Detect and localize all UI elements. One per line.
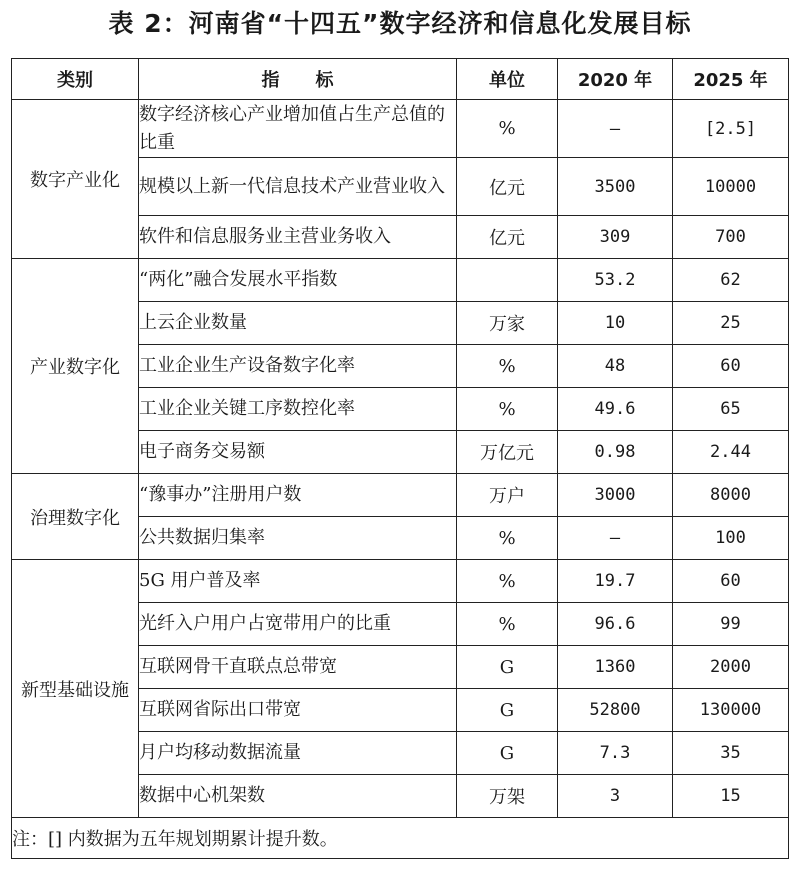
indicator-cell: “两化”融合发展水平指数 <box>139 259 457 302</box>
unit-cell: % <box>457 100 558 158</box>
value-2025-cell: 25 <box>673 302 789 345</box>
unit-cell: G <box>457 732 558 775</box>
indicator-cell: 数字经济核心产业增加值占生产总值的比重 <box>139 100 457 158</box>
indicator-cell: 工业企业生产设备数字化率 <box>139 345 457 388</box>
unit-cell: 万架 <box>457 775 558 818</box>
header-category: 类别 <box>12 59 139 100</box>
unit-cell: % <box>457 345 558 388</box>
value-2020-cell: 3000 <box>558 474 673 517</box>
header-2025: 2025 年 <box>673 59 789 100</box>
header-row <box>12 59 789 100</box>
unit-cell: 亿元 <box>457 216 558 259</box>
table-note: 注：[] 内数据为五年规划期累计提升数。 <box>12 818 789 859</box>
category-cell: 新型基础设施 <box>12 560 139 818</box>
value-2025-cell: 65 <box>673 388 789 431</box>
category-cell: 治理数字化 <box>12 474 139 560</box>
table-row <box>12 259 789 302</box>
value-2025-cell: 15 <box>673 775 789 818</box>
value-2020-cell: 1360 <box>558 646 673 689</box>
value-2020-cell: 49.6 <box>558 388 673 431</box>
indicator-cell: 光纤入户用户占宽带用户的比重 <box>139 603 457 646</box>
indicator-cell: “豫事办”注册用户数 <box>139 474 457 517</box>
indicator-cell: 数据中心机架数 <box>139 775 457 818</box>
unit-cell: G <box>457 646 558 689</box>
indicator-cell: 互联网骨干直联点总带宽 <box>139 646 457 689</box>
unit-cell: % <box>457 388 558 431</box>
value-2025-cell: 60 <box>673 560 789 603</box>
unit-cell: G <box>457 689 558 732</box>
unit-cell: 亿元 <box>457 158 558 216</box>
value-2020-cell: 48 <box>558 345 673 388</box>
value-2025-cell: 700 <box>673 216 789 259</box>
value-2020-cell: — <box>558 517 673 560</box>
value-2025-cell: 10000 <box>673 158 789 216</box>
value-2020-cell: 96.6 <box>558 603 673 646</box>
header-indicator: 指 标 <box>139 59 457 100</box>
indicator-cell: 5G 用户普及率 <box>139 560 457 603</box>
value-2025-cell: 35 <box>673 732 789 775</box>
goals-table <box>11 58 789 859</box>
value-2020-cell: 3500 <box>558 158 673 216</box>
indicator-cell: 月户均移动数据流量 <box>139 732 457 775</box>
value-2025-cell: 100 <box>673 517 789 560</box>
unit-cell: 万亿元 <box>457 431 558 474</box>
indicator-cell: 软件和信息服务业主营业务收入 <box>139 216 457 259</box>
value-2025-cell: 130000 <box>673 689 789 732</box>
category-cell: 数字产业化 <box>12 100 139 259</box>
unit-cell: 万家 <box>457 302 558 345</box>
value-2025-cell: 62 <box>673 259 789 302</box>
table-row <box>12 100 789 158</box>
value-2020-cell: 52800 <box>558 689 673 732</box>
value-2020-cell: 0.98 <box>558 431 673 474</box>
value-2020-cell: 309 <box>558 216 673 259</box>
value-2020-cell: — <box>558 100 673 158</box>
value-2025-cell: 8000 <box>673 474 789 517</box>
value-2020-cell: 3 <box>558 775 673 818</box>
unit-cell: % <box>457 603 558 646</box>
value-2025-cell: 2000 <box>673 646 789 689</box>
unit-cell: % <box>457 517 558 560</box>
indicator-cell: 互联网省际出口带宽 <box>139 689 457 732</box>
category-cell: 产业数字化 <box>12 259 139 474</box>
table-row <box>12 474 789 517</box>
indicator-cell: 电子商务交易额 <box>139 431 457 474</box>
value-2025-cell: 2.44 <box>673 431 789 474</box>
indicator-cell: 工业企业关键工序数控化率 <box>139 388 457 431</box>
value-2020-cell: 53.2 <box>558 259 673 302</box>
value-2020-cell: 19.7 <box>558 560 673 603</box>
note-row <box>12 818 789 859</box>
table-row <box>12 560 789 603</box>
indicator-cell: 上云企业数量 <box>139 302 457 345</box>
value-2020-cell: 7.3 <box>558 732 673 775</box>
indicator-cell: 规模以上新一代信息技术产业营业收入 <box>139 158 457 216</box>
value-2025-cell: [2.5] <box>673 100 789 158</box>
value-2020-cell: 10 <box>558 302 673 345</box>
value-2025-cell: 99 <box>673 603 789 646</box>
unit-cell <box>457 259 558 302</box>
unit-cell: 万户 <box>457 474 558 517</box>
table-title: 表 2：河南省“十四五”数字经济和信息化发展目标 <box>108 9 692 38</box>
unit-cell: % <box>457 560 558 603</box>
value-2025-cell: 60 <box>673 345 789 388</box>
header-unit: 单位 <box>457 59 558 100</box>
header-2020: 2020 年 <box>558 59 673 100</box>
indicator-cell: 公共数据归集率 <box>139 517 457 560</box>
